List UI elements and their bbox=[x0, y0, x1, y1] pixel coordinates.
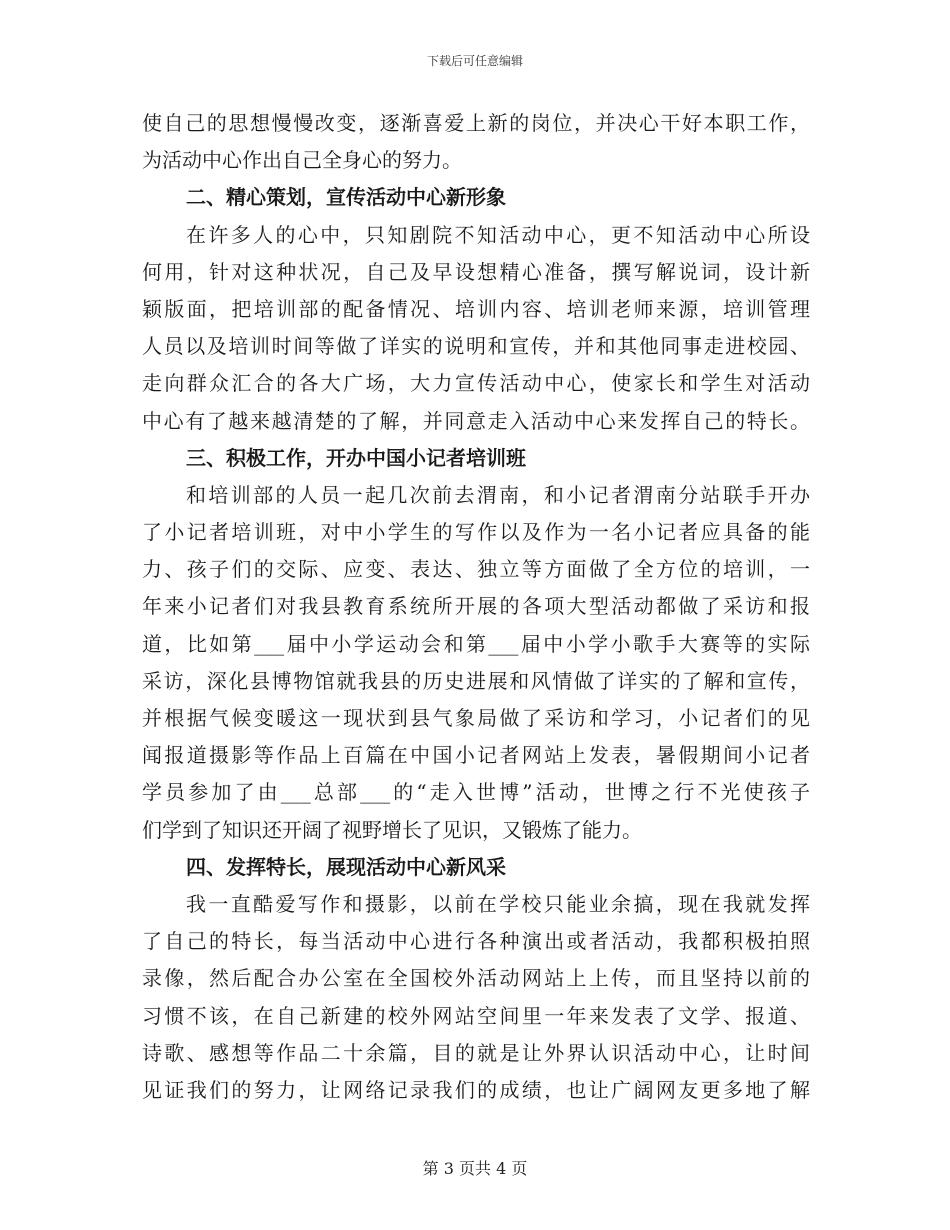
paragraph-line: 了自己的特长，每当活动中心进行各种演出或者活动，我都积极拍照 bbox=[142, 929, 810, 954]
document-body bbox=[142, 105, 810, 1109]
paragraph-line: 使自己的思想慢慢改变，逐渐喜爱上新的岗位，并决心干好本职工作， bbox=[142, 111, 810, 135]
section-heading: 三、积极工作，开办中国小记者培训班 bbox=[186, 445, 526, 470]
paragraph-line: 并根据气候变暖这一现状到县气象局做了采访和学习，小记者们的见 bbox=[142, 706, 810, 730]
paragraph-line: 中心有了越来越清楚的了解，并同意走入活动中心来发挥自己的特长。 bbox=[142, 408, 810, 433]
paragraph-first-line: 和培训部的人员一起几次前去渭南，和小记者渭南分站联手开办 bbox=[186, 482, 810, 507]
paragraph-line: 何用，针对这种状况，自己及早设想精心准备，撰写解说词，设计新 bbox=[142, 259, 810, 284]
page-number: 第 3 页共 4 页 bbox=[422, 1159, 528, 1178]
paragraph-line: 力、孩子们的交际、应变、表达、独立等方面做了全方位的培训，一 bbox=[142, 557, 810, 582]
paragraph-line: 走向群众汇合的各大广场，大力宣传活动中心，使家长和学生对活动 bbox=[142, 371, 810, 396]
paragraph-line: 闻报道摄影等作品上百篇在中国小记者网站上发表，暑假期间小记者 bbox=[142, 743, 810, 768]
paragraph-line: 颖版面，把培训部的配备情况、培训内容、培训老师来源，培训管理 bbox=[142, 296, 810, 321]
paragraph-line: 诗歌、感想等作品二十余篇，目的就是让外界认识活动中心，让时间 bbox=[142, 1040, 810, 1065]
paragraph-line: 采访，深化县博物馆就我县的历史进展和风情做了详实的了解和宣传， bbox=[142, 668, 810, 693]
paragraph-line: 习惯不该，在自己新建的校外网站空间里一年来发表了文学、报道、 bbox=[142, 1003, 810, 1028]
section-heading: 二、精心策划，宣传活动中心新形象 bbox=[186, 185, 506, 210]
paragraph-first-line: 我一直酷爱写作和摄影，以前在学校只能业余搞，现在我就发挥 bbox=[186, 891, 810, 916]
page-header-note: 下载后可任意编辑 bbox=[426, 54, 523, 68]
paragraph-line: 年来小记者们对我县教育系统所开展的各项大型活动都做了采访和报 bbox=[142, 594, 810, 619]
paragraph-first-line: 在许多人的心中，只知剧院不知活动中心，更不知活动中心所设 bbox=[186, 222, 810, 247]
paragraph-line: 学员参加了由___总部___的“走入世博”活动，世博之行不光使孩子 bbox=[142, 780, 810, 805]
paragraph-line: 见证我们的努力，让网络记录我们的成绩，也让广阔网友更多地了解 bbox=[142, 1077, 810, 1102]
paragraph-line: 录像，然后配合办公室在全国校外活动网站上上传，而且坚持以前的 bbox=[142, 966, 810, 991]
paragraph-last-line: 为活动中心作出自己全身心的努力。 bbox=[142, 148, 462, 173]
section-heading: 四、发挥特长，展现活动中心新风采 bbox=[186, 854, 506, 879]
paragraph-last-line: 们学到了知识还开阔了视野增长了见识，又锻炼了能力。 bbox=[142, 817, 642, 842]
paragraph-line: 人员以及培训时间等做了详实的说明和宣传，并和其他同事走进校园、 bbox=[142, 334, 810, 359]
paragraph-line: 了小记者培训班，对中小学生的写作以及作为一名小记者应具备的能 bbox=[142, 520, 810, 545]
paragraph-line: 道，比如第___届中小学运动会和第___届中小学小歌手大赛等的实际 bbox=[142, 631, 810, 656]
